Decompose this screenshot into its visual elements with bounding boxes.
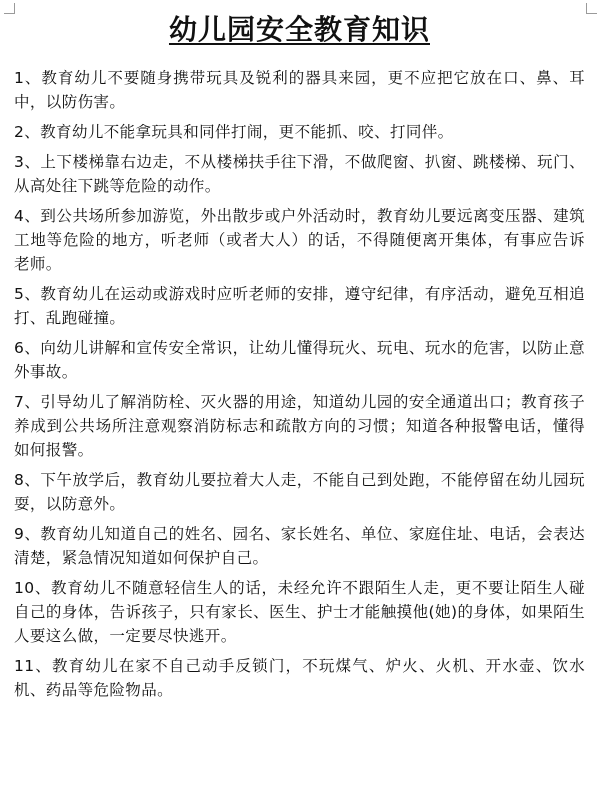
page-title-text: 幼儿园安全教育知识 bbox=[168, 13, 430, 46]
list-item-7: 7、引导幼儿了解消防栓、灭火器的用途，知道幼儿园的安全通道出口；教育孩子养成到公共场所注意观察消防标志和疏散方向的习惯；知道各种报警电话，懂得如何报警。 bbox=[14, 393, 585, 459]
list-item-2: 2、教育幼儿不能拿玩具和同伴打闹，更不能抓、咬、打同伴。 bbox=[14, 123, 454, 141]
list-item-10: 10、教育幼儿不随意轻信生人的话，未经允许不跟陌生人走，更不要让陌生人碰自己的身体，告诉孩子，只有家长、医生、护士才能触摸他(她)的身体，如果陌生人要这么做，一定要尽快逃开。 bbox=[14, 579, 585, 645]
list-item-9: 9、教育幼儿知道自己的姓名、园名、家长姓名、单位、家庭住址、电话，会表达清楚，紧急情况知道如何保护自己。 bbox=[14, 525, 585, 567]
list-item-1: 1、教育幼儿不要随身携带玩具及锐利的器具来园，更不应把它放在口、鼻、耳中，以防伤害。 bbox=[14, 69, 585, 111]
list-item-3: 3、上下楼梯靠右边走，不从楼梯扶手往下滑，不做爬窗、扒窗、跳楼梯、玩门、从高处往下跳等危险的动作。 bbox=[14, 153, 585, 195]
list-item-5: 5、教育幼儿在运动或游戏时应听老师的安排，遵守纪律，有序活动，避免互相追打、乱跑碰撞。 bbox=[14, 285, 585, 327]
safety-items-list bbox=[14, 66, 585, 702]
list-item-4: 4、到公共场所参加游览，外出散步或户外活动时，教育幼儿要远离变压器、建筑工地等危险的地方，听老师（或者大人）的话，不得随便离开集体，有事应告诉老师。 bbox=[14, 207, 585, 273]
list-item-6: 6、向幼儿讲解和宣传安全常识，让幼儿懂得玩火、玩电、玩水的危害，以防止意外事故。 bbox=[14, 339, 585, 381]
list-item-11: 11、教育幼儿在家不自己动手反锁门，不玩煤气、炉火、火机、开水壶、饮水机、药品等危险物品。 bbox=[14, 657, 585, 699]
list-item-8: 8、下午放学后，教育幼儿要拉着大人走，不能自己到处跑，不能停留在幼儿园玩耍，以防意外。 bbox=[14, 471, 585, 513]
page-corner-mark-left bbox=[4, 3, 15, 14]
page-title bbox=[14, 12, 585, 48]
page-corner-mark-right bbox=[586, 3, 597, 14]
